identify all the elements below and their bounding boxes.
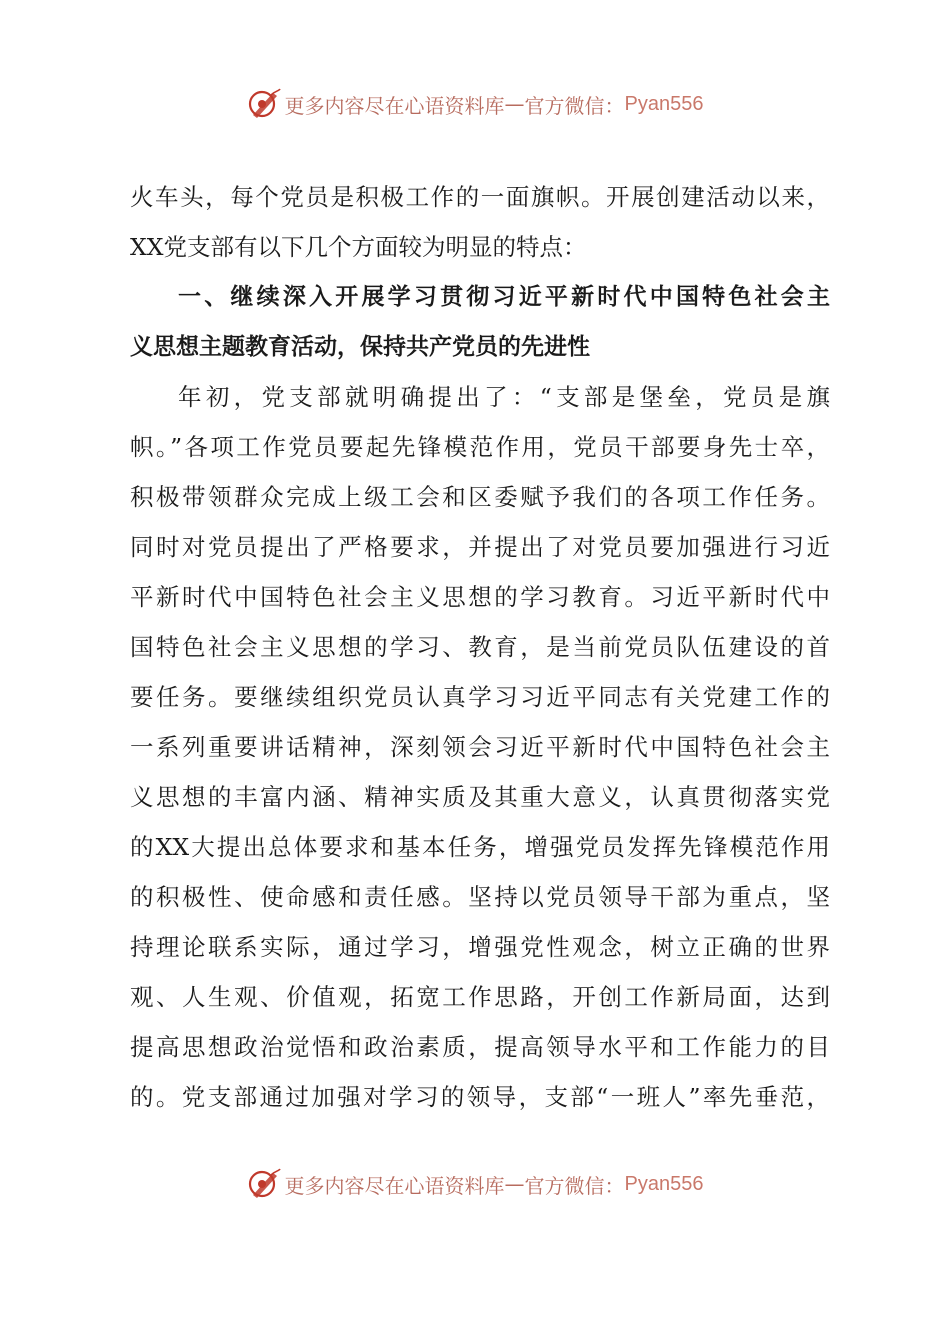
body-line-15: 的积极性、使命感和责任感。坚持以党员领导干部为重点，坚 <box>130 883 830 911</box>
body-line-1: 火车头，每个党员是积极工作的一面旗帜。开展创建活动以来， <box>130 183 830 211</box>
body-line-5: 年初，党支部就明确提出了：“支部是堡垒，党员是旗 <box>178 383 830 411</box>
footer-separator: — <box>504 1172 525 1196</box>
body-line-16: 持理论联系实际，通过学习，增强党性观念，树立正确的世界 <box>130 933 830 961</box>
body-line-2: XX党支部有以下几个方面较为明显的特点： <box>130 233 587 261</box>
body-line-13: 义思想的丰富内涵、精神实质及其重大意义，认真贯彻落实党 <box>130 783 830 811</box>
body-line-9: 平新时代中国特色社会主义思想的学习教育。习近平新时代中 <box>130 583 830 611</box>
footer-wechat-label: 官方微信： <box>524 1173 625 1198</box>
body-line-6: 帜。”各项工作党员要起先锋模范作用，党员干部要身先士卒， <box>130 433 830 461</box>
pen-logo-icon <box>247 1167 281 1201</box>
pen-logo-icon <box>247 87 281 121</box>
body-line-8: 同时对党员提出了严格要求，并提出了对党员要加强进行习近 <box>130 533 830 561</box>
footer-wechat-id: Pyan556 <box>624 1172 704 1195</box>
body-line-11: 要任务。要继续组织党员认真学习习近平同志有关党建工作的 <box>130 683 830 711</box>
body-line-10: 国特色社会主义思想的学习、教育，是当前党员队伍建设的首 <box>130 633 830 661</box>
banner-wechat-label: 官方微信： <box>524 93 625 118</box>
footer-banner <box>0 1162 950 1206</box>
body-line-12: 一系列重要讲话精神，深刻领会习近平新时代中国特色社会主 <box>130 733 830 761</box>
document-body <box>130 172 830 1122</box>
footer-brand-text: 更多内容尽在心语资料库 <box>284 1173 505 1198</box>
body-line-7: 积极带领群众完成上级工会和区委赋予我们的各项工作任务。 <box>130 483 830 511</box>
body-line-17: 观、人生观、价值观，拓宽工作思路，开创工作新局面，达到 <box>130 983 830 1011</box>
body-line-19: 的。党支部通过加强对学习的领导，支部“一班人”率先垂范， <box>130 1083 830 1111</box>
section-heading-line-1: 一、继续深入开展学习贯彻习近平新时代中国特色社会主 <box>178 284 830 310</box>
banner-brand-text: 更多内容尽在心语资料库 <box>284 93 505 118</box>
body-line-18: 提高思想政治觉悟和政治素质，提高领导水平和工作能力的目 <box>130 1033 830 1061</box>
header-banner <box>0 82 950 126</box>
body-line-14: 的XX大提出总体要求和基本任务，增强党员发挥先锋模范作用 <box>130 833 830 861</box>
section-heading-line-2: 义思想主题教育活动，保持共产党员的先进性 <box>130 334 590 360</box>
banner-wechat-id: Pyan556 <box>624 92 704 115</box>
banner-separator: — <box>504 92 525 116</box>
